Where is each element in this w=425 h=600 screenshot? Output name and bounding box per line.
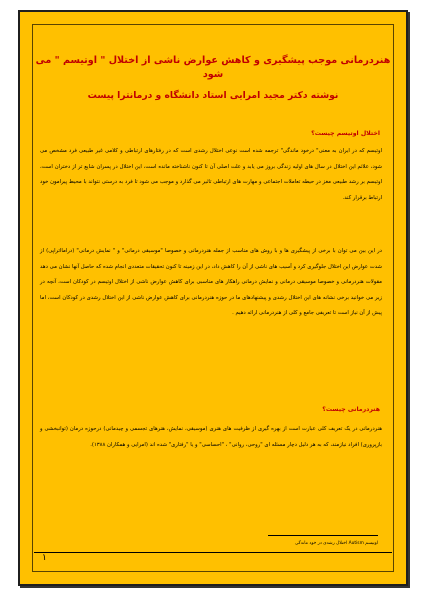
paragraph-3 bbox=[40, 422, 382, 453]
page-number: ۱ bbox=[42, 553, 47, 563]
footnote: اوتیسم Autism اختلال رشدی در خود ماندگی bbox=[295, 541, 378, 546]
paragraph-1 bbox=[40, 144, 382, 206]
page-footer-rule bbox=[34, 552, 392, 553]
footnote-separator bbox=[268, 535, 378, 536]
document-title: هنردرمانی موجب پیشگیری و کاهش عوارض ناشی از اختلال " اوتیسم " می شود bbox=[35, 55, 391, 80]
paragraph-1-text: اوتیسم که در ایران به معنی" درخود ماندگی" ترجمه شده است نوعی اختلال رشدی است که در رفتارهای ارتباطی و کلامی غیر طبیعی فرد مشخص می شود، علائم این اختلال در سال های اولیه زندگی بروز می یابد و علت اصلی آن تا کنون ناشناخته مانده است، این اختلال در پسران شایع تر از دختران است، اوتیسم بر رشد طبیعی مغز در حیطه تعاملات اجتماعی و مهارت های ارتباطی تاثیر می گذارد و موجب می شود تا فرد به درستی نتواند با محیط پیرامون خود ارتباط برقرار کند. bbox=[40, 148, 382, 201]
section-heading-what-is-autism: اختلال اوتیسم چیست؟ bbox=[311, 130, 380, 137]
author-line: نوشته دکتر مجید امرایی استاد دانشگاه و درمانترا پیست bbox=[87, 90, 339, 101]
document-page bbox=[18, 10, 408, 586]
section-heading-what-is-art-therapy: هنردرمانی چیست؟ bbox=[322, 406, 380, 413]
paragraph-2 bbox=[40, 244, 382, 322]
paragraph-2-text: در این بین می توان با برخی از پیشگیری ها و با روش های مناسب از جمله هنردرمانی و خصوصا "موسیقی درمانی" و " نمایش درمانی" (درامااتراپی) از شدت عوارض این اختلال جلوگیری کرد و آسیب های ناشی از آن را کاهش داد، در این زمینه تا کنون تحقیقات متعددی انجام شده که حاصل آنها نشان می دهد مقولات هنردرمانی و خصوصا موسیقی درمانی و نمایش درمانی راهکار های مناسبی برای کاهش عوارض ناشی از اختلال اوتیسم در کودکان است، آنچه در زیر می خوانید برخی نشانه های این اختلال رشدی و پیشنهادهای ما در حوزه هنردرمانی برای کاهش عوارض ناشی از این اختلال رشدی در کودکان است، اما پیش از آن نیاز است تا تعریفی جامع و کلی از هنردرمانی ارائه دهیم . bbox=[40, 248, 382, 316]
paragraph-3-text: هنردرمانی در یک تعریف کلی عبارت است از بهره گیری از ظرفیت های هنری (موسیقی، نمایش، هنرهای تجسمی و چیدمانی) درحوزه درمان (توانبخشی و بازپروری) افراد نیازمند، که به هر دلیل دچار مسئله ای "روحی، روانی" ، "احساسی" و یا "رفتاری" شده اند (امرایی و همکاران ۱۳۸۸). bbox=[40, 426, 382, 448]
